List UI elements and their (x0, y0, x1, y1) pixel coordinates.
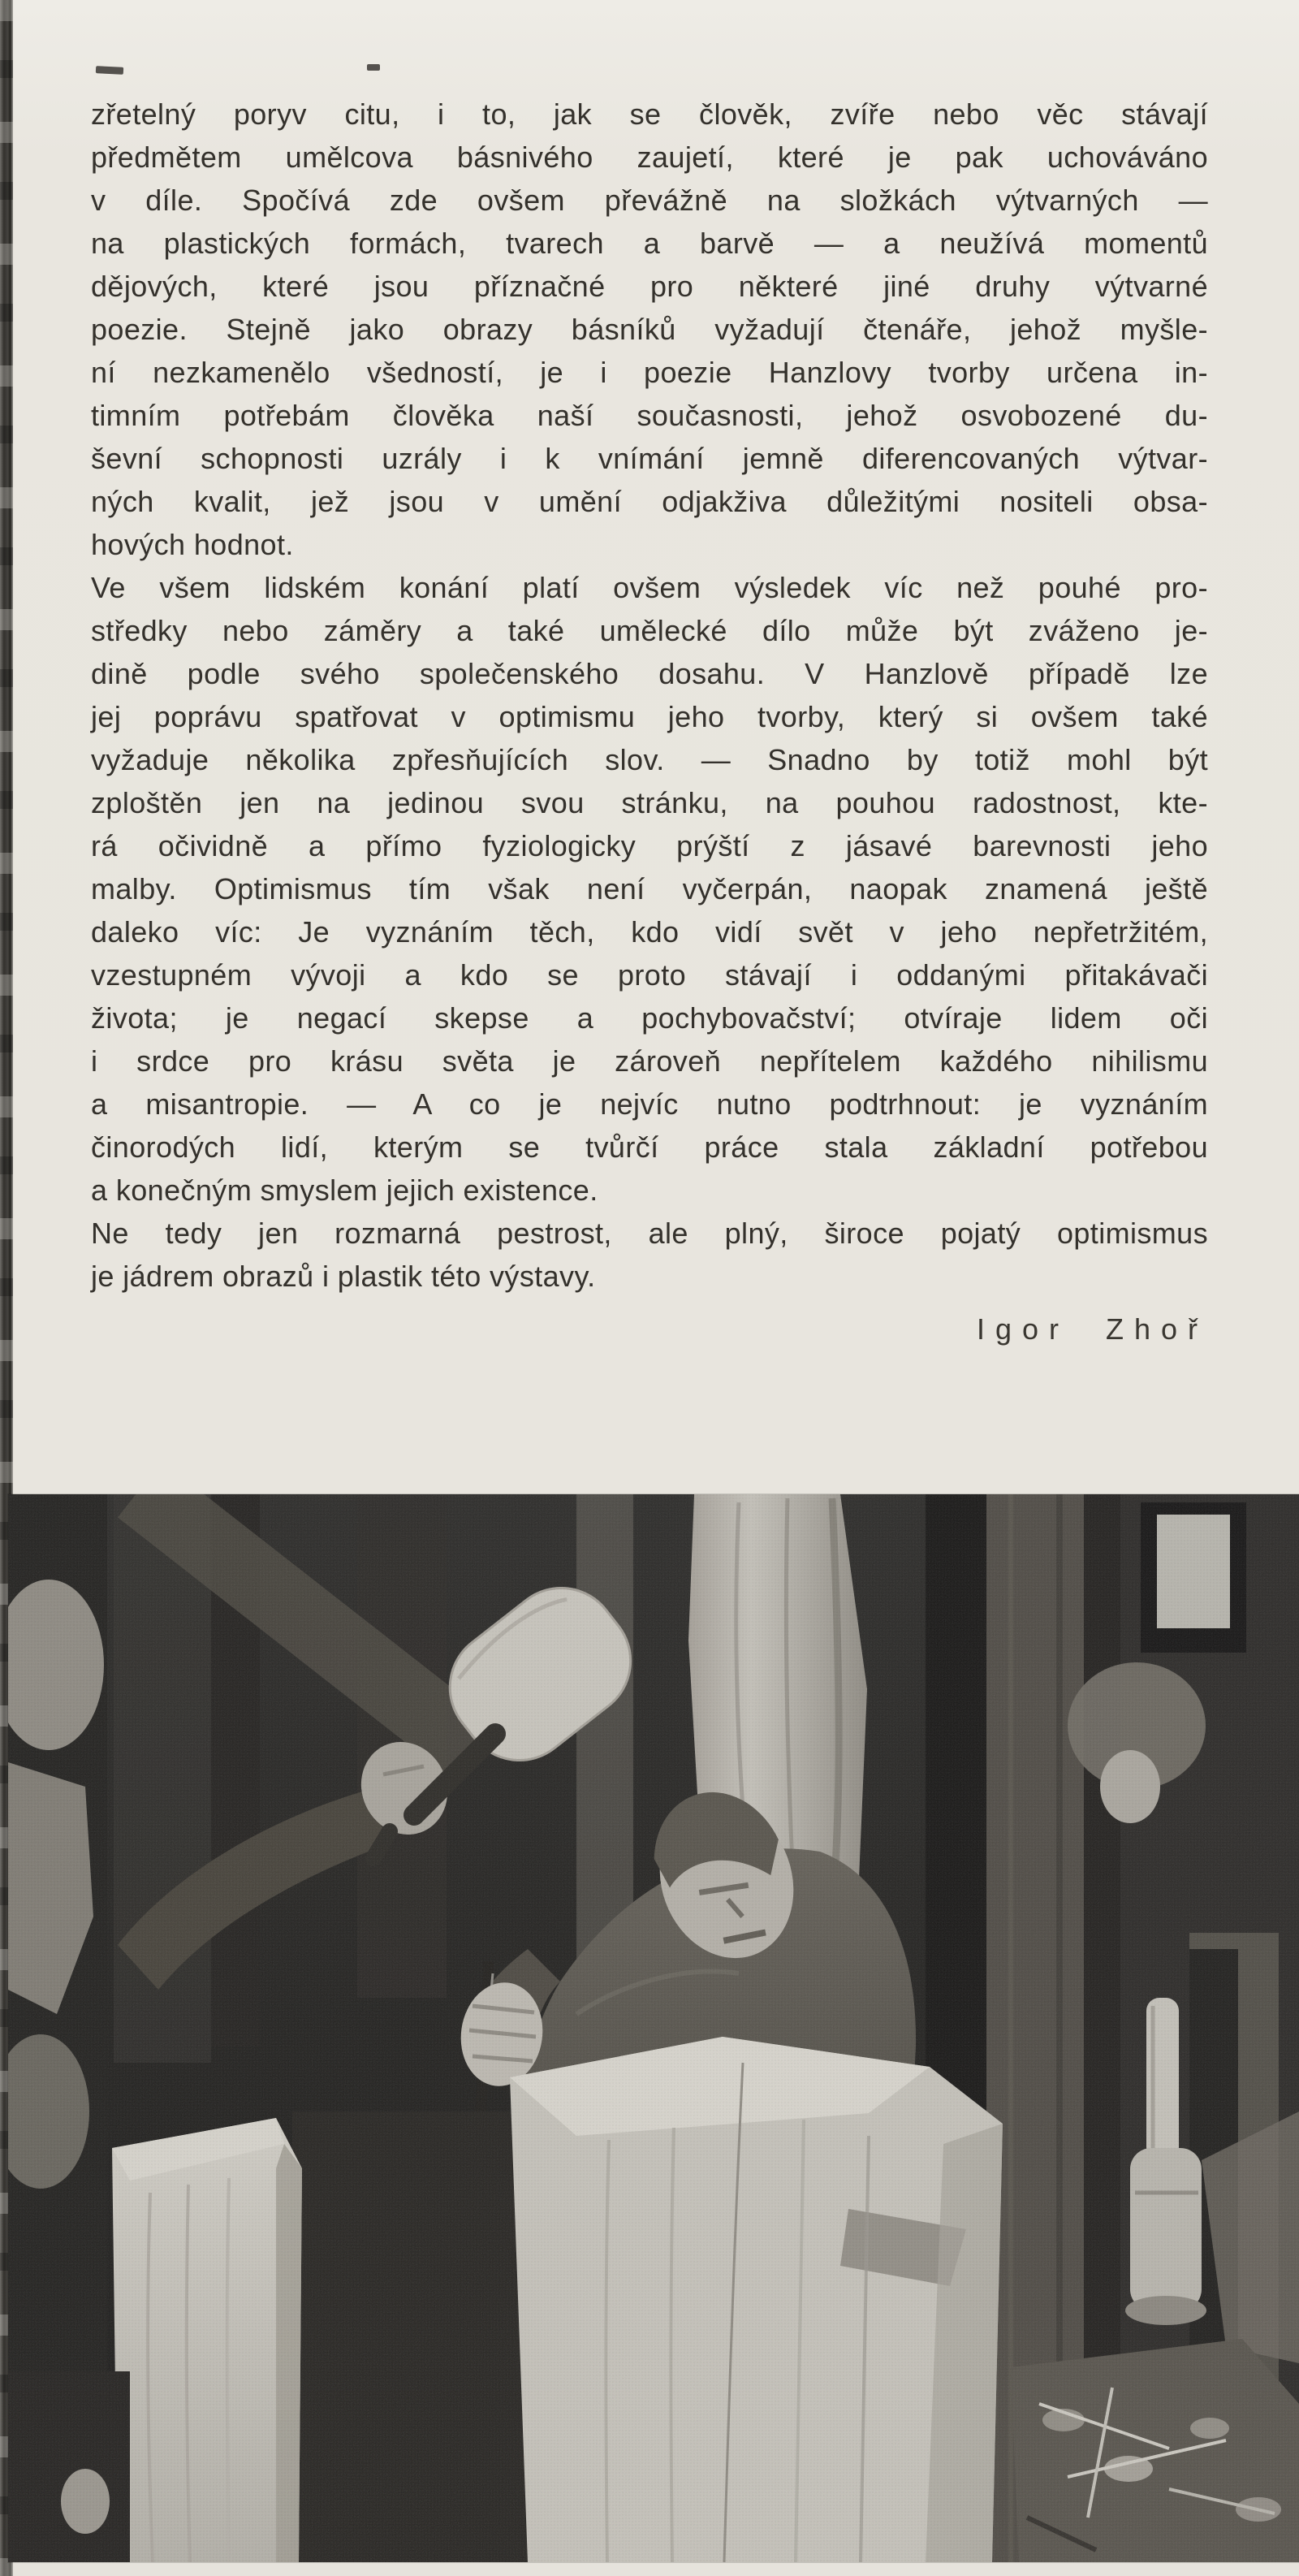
text-line: timním potřebám člověka naší současnosti, jehož osvobozené du- (91, 399, 1208, 432)
text-line: je jádrem obrazů i plastik této výstavy. (91, 1260, 596, 1293)
author-signature: Igor Zhoř (976, 1312, 1208, 1346)
text-line: i srdce pro krásu světa je zároveň nepřítelem každého nihilismu (91, 1044, 1208, 1078)
text-line: malby. Optimismus tím však není vyčerpán, naopak znamená ještě (91, 872, 1208, 905)
scan-speck (367, 64, 380, 71)
text-line: činorodých lidí, kterým se tvůrčí práce stala základní potřebou (91, 1130, 1208, 1164)
text-line: dině podle svého společenského dosahu. V Hanzlově případě lze (91, 657, 1208, 690)
text-line: vyžaduje několika zpřesňujících slov. — Snadno by totiž mohl být (91, 743, 1208, 776)
film-grain (8, 1494, 1299, 2562)
text-line: života; je negací skepse a pochybovačství; otvíraje lidem oči (91, 1001, 1208, 1035)
text-line: Ne tedy jen rozmarná pestrost, ale plný, široce pojatý optimismus (91, 1217, 1208, 1250)
text-line: vzestupném vývoji a kdo se proto stávají i oddanými přitakávači (91, 958, 1208, 992)
text-line: v díle. Spočívá zde ovšem převážně na složkách výtvarných — (91, 184, 1208, 217)
text-line: středky nebo záměry a také umělecké dílo může být zváženo je- (91, 614, 1208, 647)
text-line: Ve všem lidském konání platí ovšem výsledek víc než pouhé pro- (91, 571, 1208, 604)
text-line: jej poprávu spatřovat v optimismu jeho tvorby, který si ovšem také (91, 700, 1208, 733)
text-line: zřetelný poryv citu, i to, jak se člověk, zvíře nebo věc stávají (91, 97, 1208, 131)
article-text (91, 93, 1208, 1298)
text-line: rá očividně a přímo fyziologicky prýští z jásavé barevnosti jeho (91, 829, 1208, 862)
workshop-photo (8, 1494, 1299, 2562)
text-line: daleko víc: Je vyznáním těch, kdo vidí svět v jeho nepřetržitém, (91, 915, 1208, 949)
scan-speck (96, 66, 123, 75)
text-line: ševní schopnosti uzrály i k vnímání jemně diferencovaných výtvar- (91, 442, 1208, 475)
text-line: předmětem umělcova básnivého zaujetí, které je pak uchováváno (91, 140, 1208, 174)
text-line: hových hodnot. (91, 528, 294, 561)
text-line: zploštěn jen na jedinou svou stránku, na pouhou radostnost, kte- (91, 786, 1208, 819)
text-line: a misantropie. — A co je nejvíc nutno podtrhnout: je vyznáním (91, 1087, 1208, 1121)
text-line: dějových, které jsou příznačné pro některé jiné druhy výtvarné (91, 270, 1208, 303)
text-line: a konečným smyslem jejich existence. (91, 1173, 598, 1207)
text-line: ných kvalit, jež jsou v umění odjakživa důležitými nositeli obsa- (91, 485, 1208, 518)
text-line: ní nezkamenělo všedností, je i poezie Hanzlovy tvorby určena in- (91, 356, 1208, 389)
text-line: poezie. Stejně jako obrazy básníků vyžadují čtenáře, jehož myšle- (91, 313, 1208, 346)
text-line: na plastických formách, tvarech a barvě — a neužívá momentů (91, 227, 1208, 260)
